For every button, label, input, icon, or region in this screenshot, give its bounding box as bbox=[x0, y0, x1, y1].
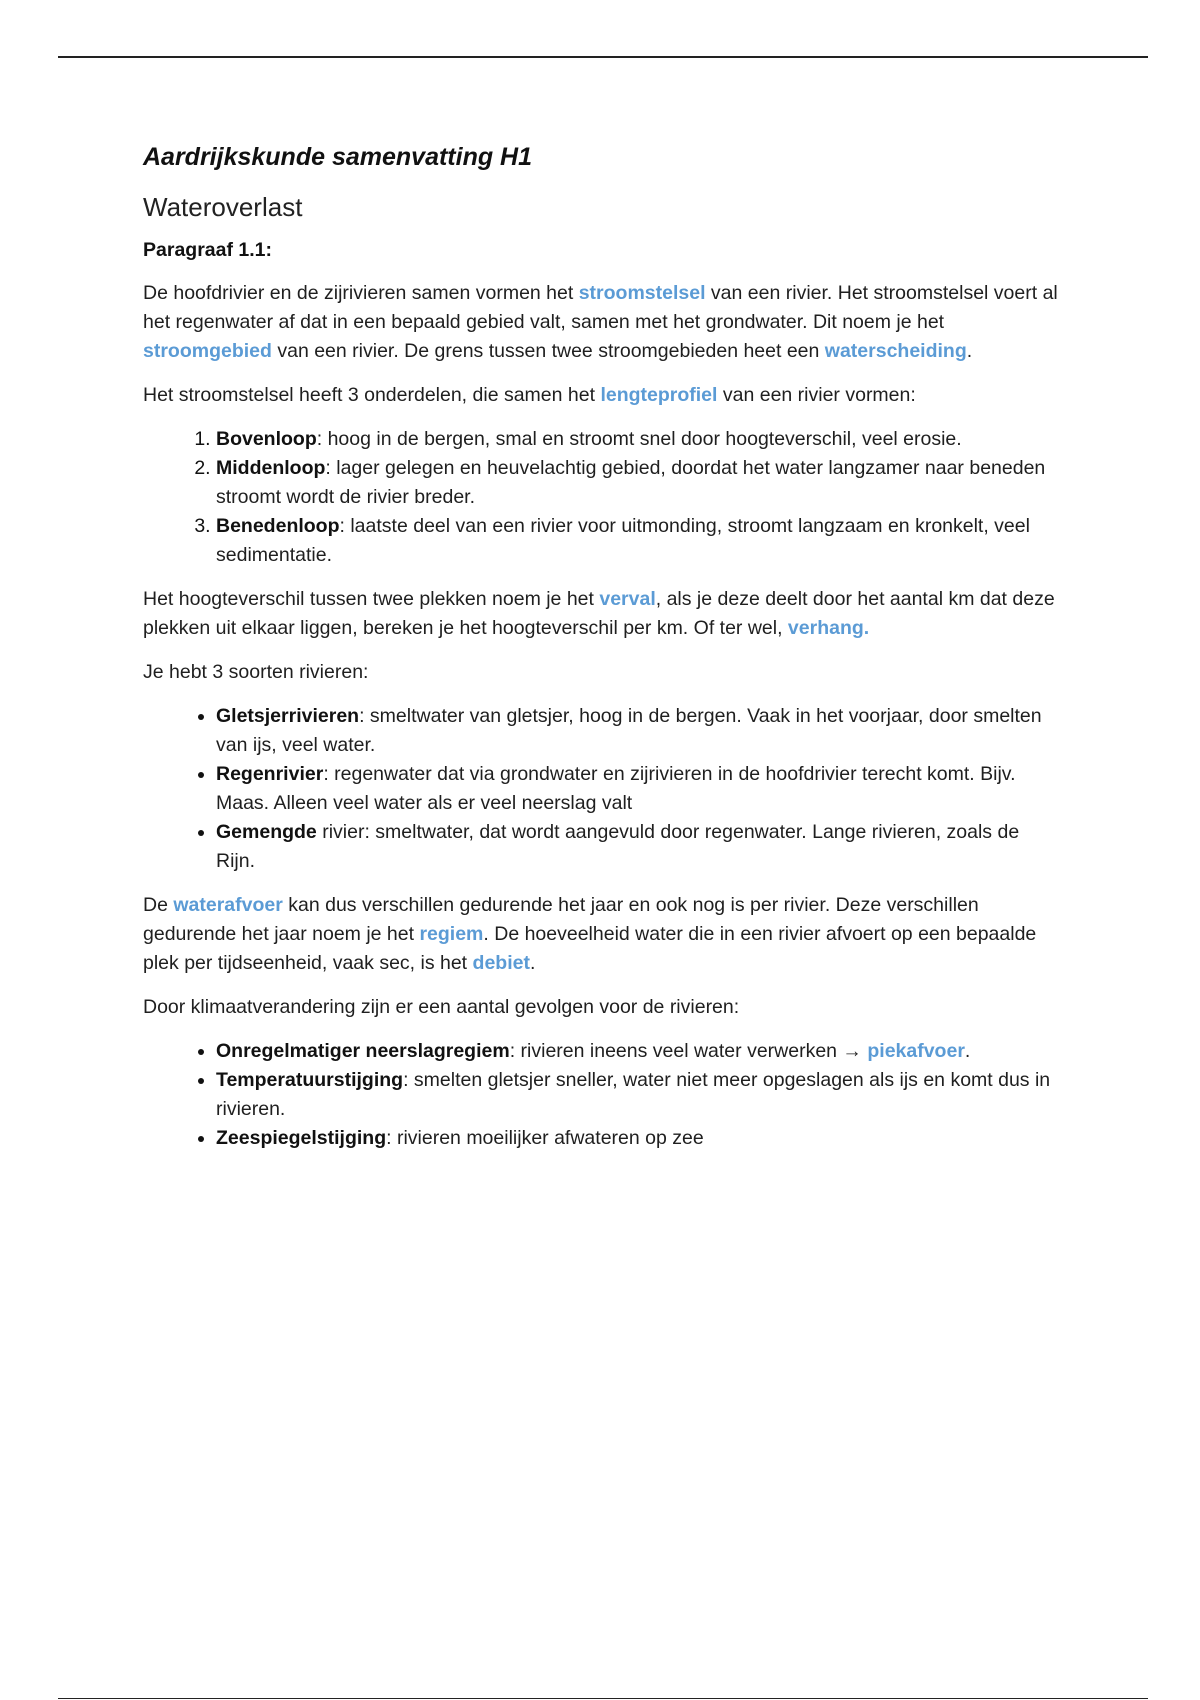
climate-effects-list bbox=[143, 1037, 1063, 1153]
keyword-waterafvoer: waterafvoer bbox=[173, 894, 283, 916]
paragraph-stroomstelsel: De hoofdrivier en de zijrivieren samen vormen het stroomstelsel van een rivier. Het stroomstelsel voert al het regenwater af dat in een bepaald gebied valt, samen met het grondwater. Dit noem je het stroomgebied van een rivier. De grens tussen twee stroomgebieden heet een waterscheiding. bbox=[143, 282, 1058, 362]
list-item: • Gemengde rivier: smeltwater, dat wordt aangevuld door regenwater. Lange rivieren, zoals de Rijn. bbox=[216, 818, 1063, 876]
list-item: • Zeespiegelstijging: rivieren moeilijker afwateren op zee bbox=[216, 1124, 1063, 1153]
paragraph-soorten: Je hebt 3 soorten rivieren: bbox=[143, 661, 369, 683]
list-item: 2. Middenloop: lager gelegen en heuvelachtig gebied, doordat het water langzamer naar beneden stroomt wordt de rivier breder. bbox=[216, 454, 1063, 512]
keyword-stroomgebied: stroomgebied bbox=[143, 340, 272, 362]
list-item: • Regenrivier: regenwater dat via grondwater en zijrivieren in de hoofdrivier terecht komt. Bijv. Maas. Alleen veel water als er veel neerslag valt bbox=[216, 760, 1063, 818]
paragraph-verval: Het hoogteverschil tussen twee plekken noem je het verval, als je deze deelt door het aantal km dat deze plekken uit elkaar liggen, bereken je het hoogteverschil per km. Of ter wel, verhang. bbox=[143, 588, 1055, 639]
river-parts-list bbox=[143, 425, 1063, 570]
keyword-verval: verval bbox=[599, 588, 656, 610]
top-rule bbox=[58, 56, 1148, 58]
keyword-waterscheiding: waterscheiding bbox=[824, 340, 967, 362]
bottom-rule bbox=[58, 1698, 1148, 1699]
document-body bbox=[143, 140, 1063, 1168]
keyword-debiet: debiet bbox=[472, 952, 530, 974]
document-subtitle: Wateroverlast bbox=[143, 192, 303, 222]
list-item: • Onregelmatiger neerslagregiem: rivieren ineens veel water verwerken → piekafvoer. bbox=[216, 1037, 1063, 1066]
river-types-list bbox=[143, 702, 1063, 876]
paragraph-lengteprofiel: Het stroomstelsel heeft 3 onderdelen, die samen het lengteprofiel van een rivier vormen: bbox=[143, 384, 916, 406]
keyword-regiem: regiem bbox=[419, 923, 484, 945]
document-title: Aardrijkskunde samenvatting H1 bbox=[143, 143, 533, 171]
paragraph-klimaat: Door klimaatverandering zijn er een aantal gevolgen voor de rivieren: bbox=[143, 996, 740, 1018]
paragraph-waterafvoer: De waterafvoer kan dus verschillen gedurende het jaar en ook nog is per rivier. Deze verschillen gedurende het jaar noem je het regiem. De hoeveelheid water die in een rivier afvoert op een bepaalde plek per tijdseenheid, vaak sec, is het debiet. bbox=[143, 894, 1037, 974]
list-item: • Gletsjerrivieren: smeltwater van gletsjer, hoog in de bergen. Vaak in het voorjaar, door smelten van ijs, veel water. bbox=[216, 702, 1063, 760]
keyword-stroomstelsel: stroomstelsel bbox=[578, 282, 706, 304]
keyword-verhang: verhang. bbox=[787, 617, 870, 639]
paragraph-heading: Paragraaf 1.1: bbox=[143, 239, 272, 261]
keyword-lengteprofiel: lengteprofiel bbox=[600, 384, 718, 406]
list-item: • Temperatuurstijging: smelten gletsjer sneller, water niet meer opgeslagen als ijs en komt dus in rivieren. bbox=[216, 1066, 1063, 1124]
keyword-piekafvoer: piekafvoer bbox=[867, 1040, 965, 1062]
list-item: 3. Benedenloop: laatste deel van een rivier voor uitmonding, stroomt langzaam en kronkelt, veel sedimentatie. bbox=[216, 512, 1063, 570]
list-item: 1. Bovenloop: hoog in de bergen, smal en stroomt snel door hoogteverschil, veel erosie. bbox=[216, 425, 1063, 454]
